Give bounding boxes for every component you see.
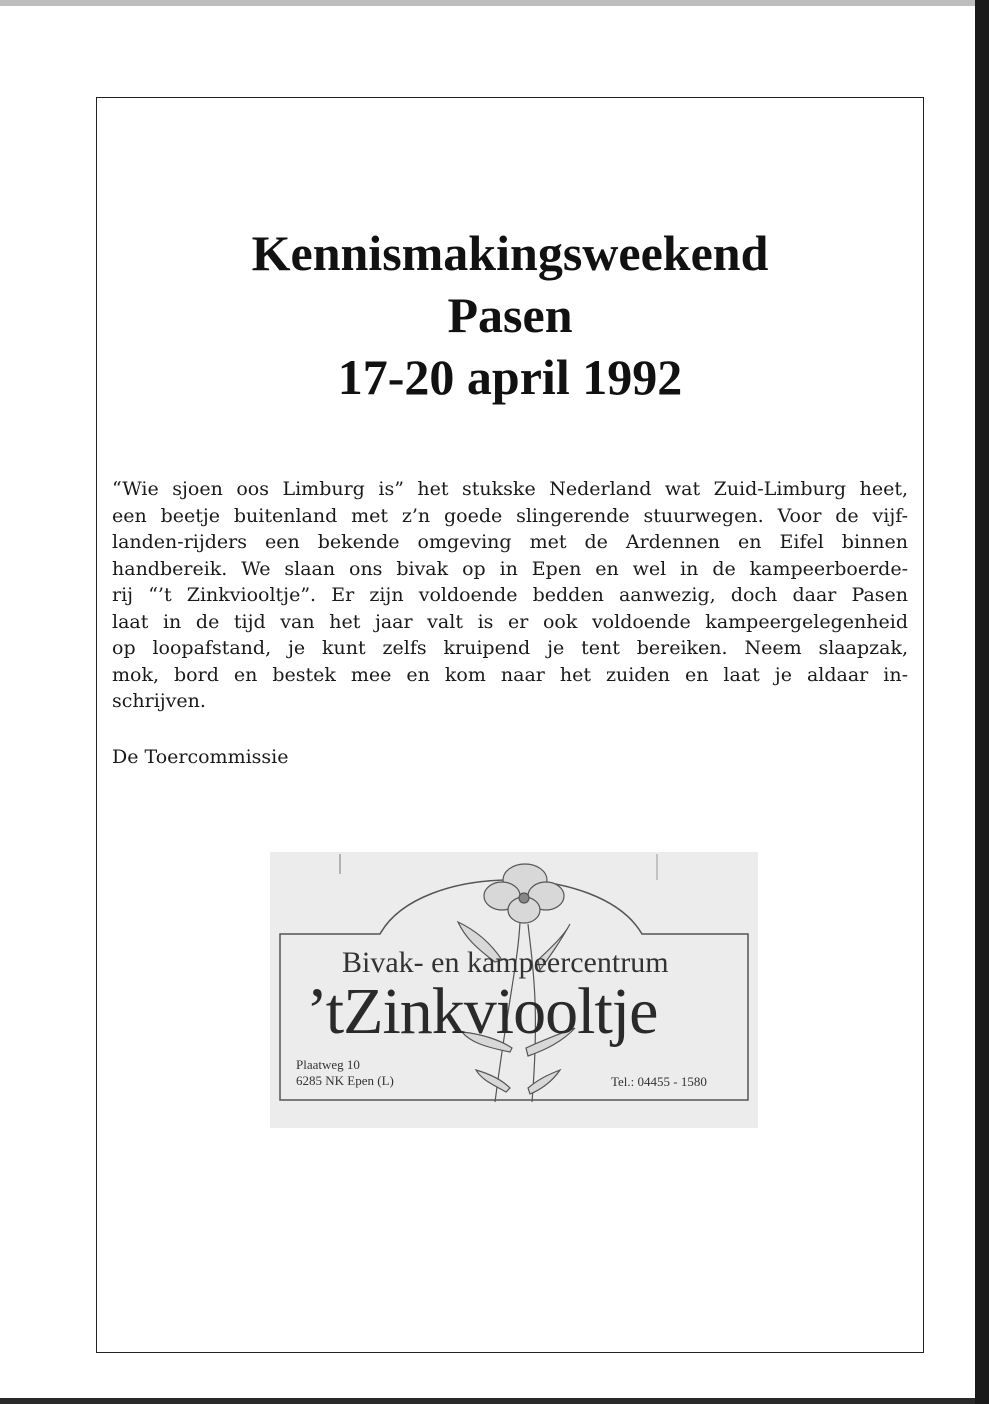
signature: De Toercommissie [112,746,289,768]
logo-address-line-2: 6285 NK Epen (L) [296,1073,394,1088]
body-line: “Wie sjoen oos Limburg is” het stukske Nederland wat Zuid-Limburg heet, [112,478,908,500]
scan-edge-right [975,0,989,1404]
body-line: mok, bord en bestek mee en kom naar het zuiden en laat je aldaar in- [112,663,908,686]
logo-address-line-1: Plaatweg 10 [296,1057,360,1072]
logo-phone: Tel.: 04455 - 1580 [611,1074,707,1089]
body-line: landen-rijders een bekende omgeving met de Ardennen en Eifel binnen [112,531,908,553]
logo-name: ’tZinkviooltje [306,975,658,1048]
body-line: handbereik. We slaan ons bivak op in Epen en wel in de kampeerboerde- [112,557,908,580]
body-paragraph [112,476,908,715]
title-line-3: 17-20 april 1992 [337,349,683,405]
campsite-logo [270,852,758,1128]
body-line: laat in de tijd van het jaar valt is er ook voldoende kampeergelegenheid [112,610,908,633]
body-line: een beetje buitenland met z’n goede slingerende stuurwegen. Voor de vijf- [112,504,908,527]
logo-address [296,1057,394,1089]
scan-edge-bottom [0,1398,975,1404]
body-line: rij “’t Zinkviooltje”. Er zijn voldoende bedden aanwezig, doch daar Pasen [112,584,908,606]
page-title [96,222,924,408]
scan-edge-top [0,0,975,6]
logo-subtitle: Bivak- en kampeercentrum [342,946,669,979]
title-line-2: Pasen [447,287,573,343]
body-line: schrijven. [112,690,206,712]
title-line-1: Kennismakingsweekend [251,225,769,281]
body-line: op loopafstand, je kunt zelfs kruipend je tent bereiken. Neem slaapzak, [112,637,908,659]
